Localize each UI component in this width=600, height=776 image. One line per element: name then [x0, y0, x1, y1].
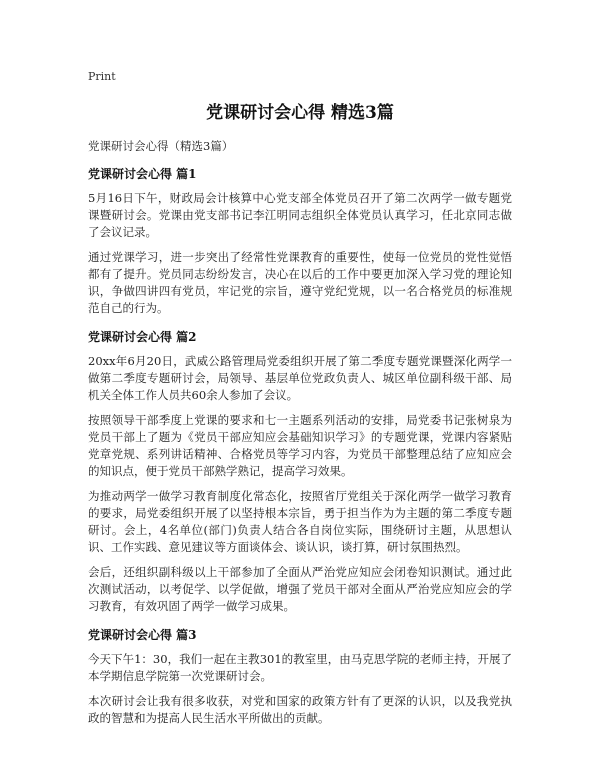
paragraph: 本次研讨会让我有很多收获，对党和国家的政策方针有了更深的认识，以及我党执政的智慧和为提高人民生活水平所做出的贡献。 [88, 694, 512, 725]
print-label[interactable]: Print [88, 70, 116, 83]
paragraph: 今天下午1：30，我们一起在主教301的教室里，由马克思学院的老师主持，开展了本学期信息学院第一次党课研讨会。 [88, 652, 512, 683]
paragraph: 会后，还组织副科级以上干部参加了全面从严治党应知应会闭卷知识测试。通过此次测试活动，以考促学、以学促做，增强了党员干部对全面从严治党应知应会的学习教育，有效巩固了两学一做学习成果。 [88, 565, 512, 613]
paragraph: 通过党课学习，进一步突出了经常性党课教育的重要性，使每一位党员的党性觉悟都有了提升。党员同志纷纷发言，决心在以后的工作中要更加深入学习党的理论知识，争做四讲四有党员，牢记党的宗旨，遵守党纪党规，以一名合格党员的标准规范自己的行为。 [88, 250, 512, 315]
paragraph: 按照领导干部季度上党课的要求和七一主题系列活动的安排，局党委书记张树泉为党员干部上了题为《党员干部应知应会基础知识学习》的专题党课，党课内容紧贴党章党规、系列讲话精神、合格党员等学习内容，为党员干部整理总结了应知应会的知识点，便于党员干部熟学熟记，提高学习效果。 [88, 413, 512, 478]
paragraph: 5月16日下午，财政局会计核算中心党支部全体党员召开了第二次两学一做专题党课暨研讨会。党课由党支部书记李江明同志组织全体党员认真学习，任北京同志做了会议记录。 [88, 191, 512, 239]
section-heading: 党课研讨会心得 篇3 [88, 628, 197, 642]
paragraph: 20xx年6月20日，武威公路管理局党委组织开展了第二季度专题党课暨深化两学一做第二季度专题研讨会，局领导、基层单位党政负责人、城区单位副科级干部、局机关全体工作人员共60余人参加了会议。 [88, 354, 512, 402]
document-title: 党课研讨会心得 精选3篇 [206, 103, 394, 123]
document-subtitle: 党课研讨会心得（精选3篇） [88, 139, 234, 153]
paragraph: 为推动两学一做学习教育制度化常态化，按照省厅党组关于深化两学一做学习教育的要求，局党委组织开展了以坚持根本宗旨，勇于担当作为为主题的第二季度专题研讨。会上，4名单位(部门)负责人结合各自岗位实际，围绕研讨主题，从思想认识、工作实践、意见建议等方面谈体会、谈认识，谈打算，研讨氛围热烈。 [88, 489, 512, 554]
section-2 [88, 329, 512, 615]
section-heading: 党课研讨会心得 篇2 [88, 330, 197, 344]
section-3 [88, 627, 512, 727]
section-1 [88, 166, 512, 317]
section-heading: 党课研讨会心得 篇1 [88, 167, 197, 181]
